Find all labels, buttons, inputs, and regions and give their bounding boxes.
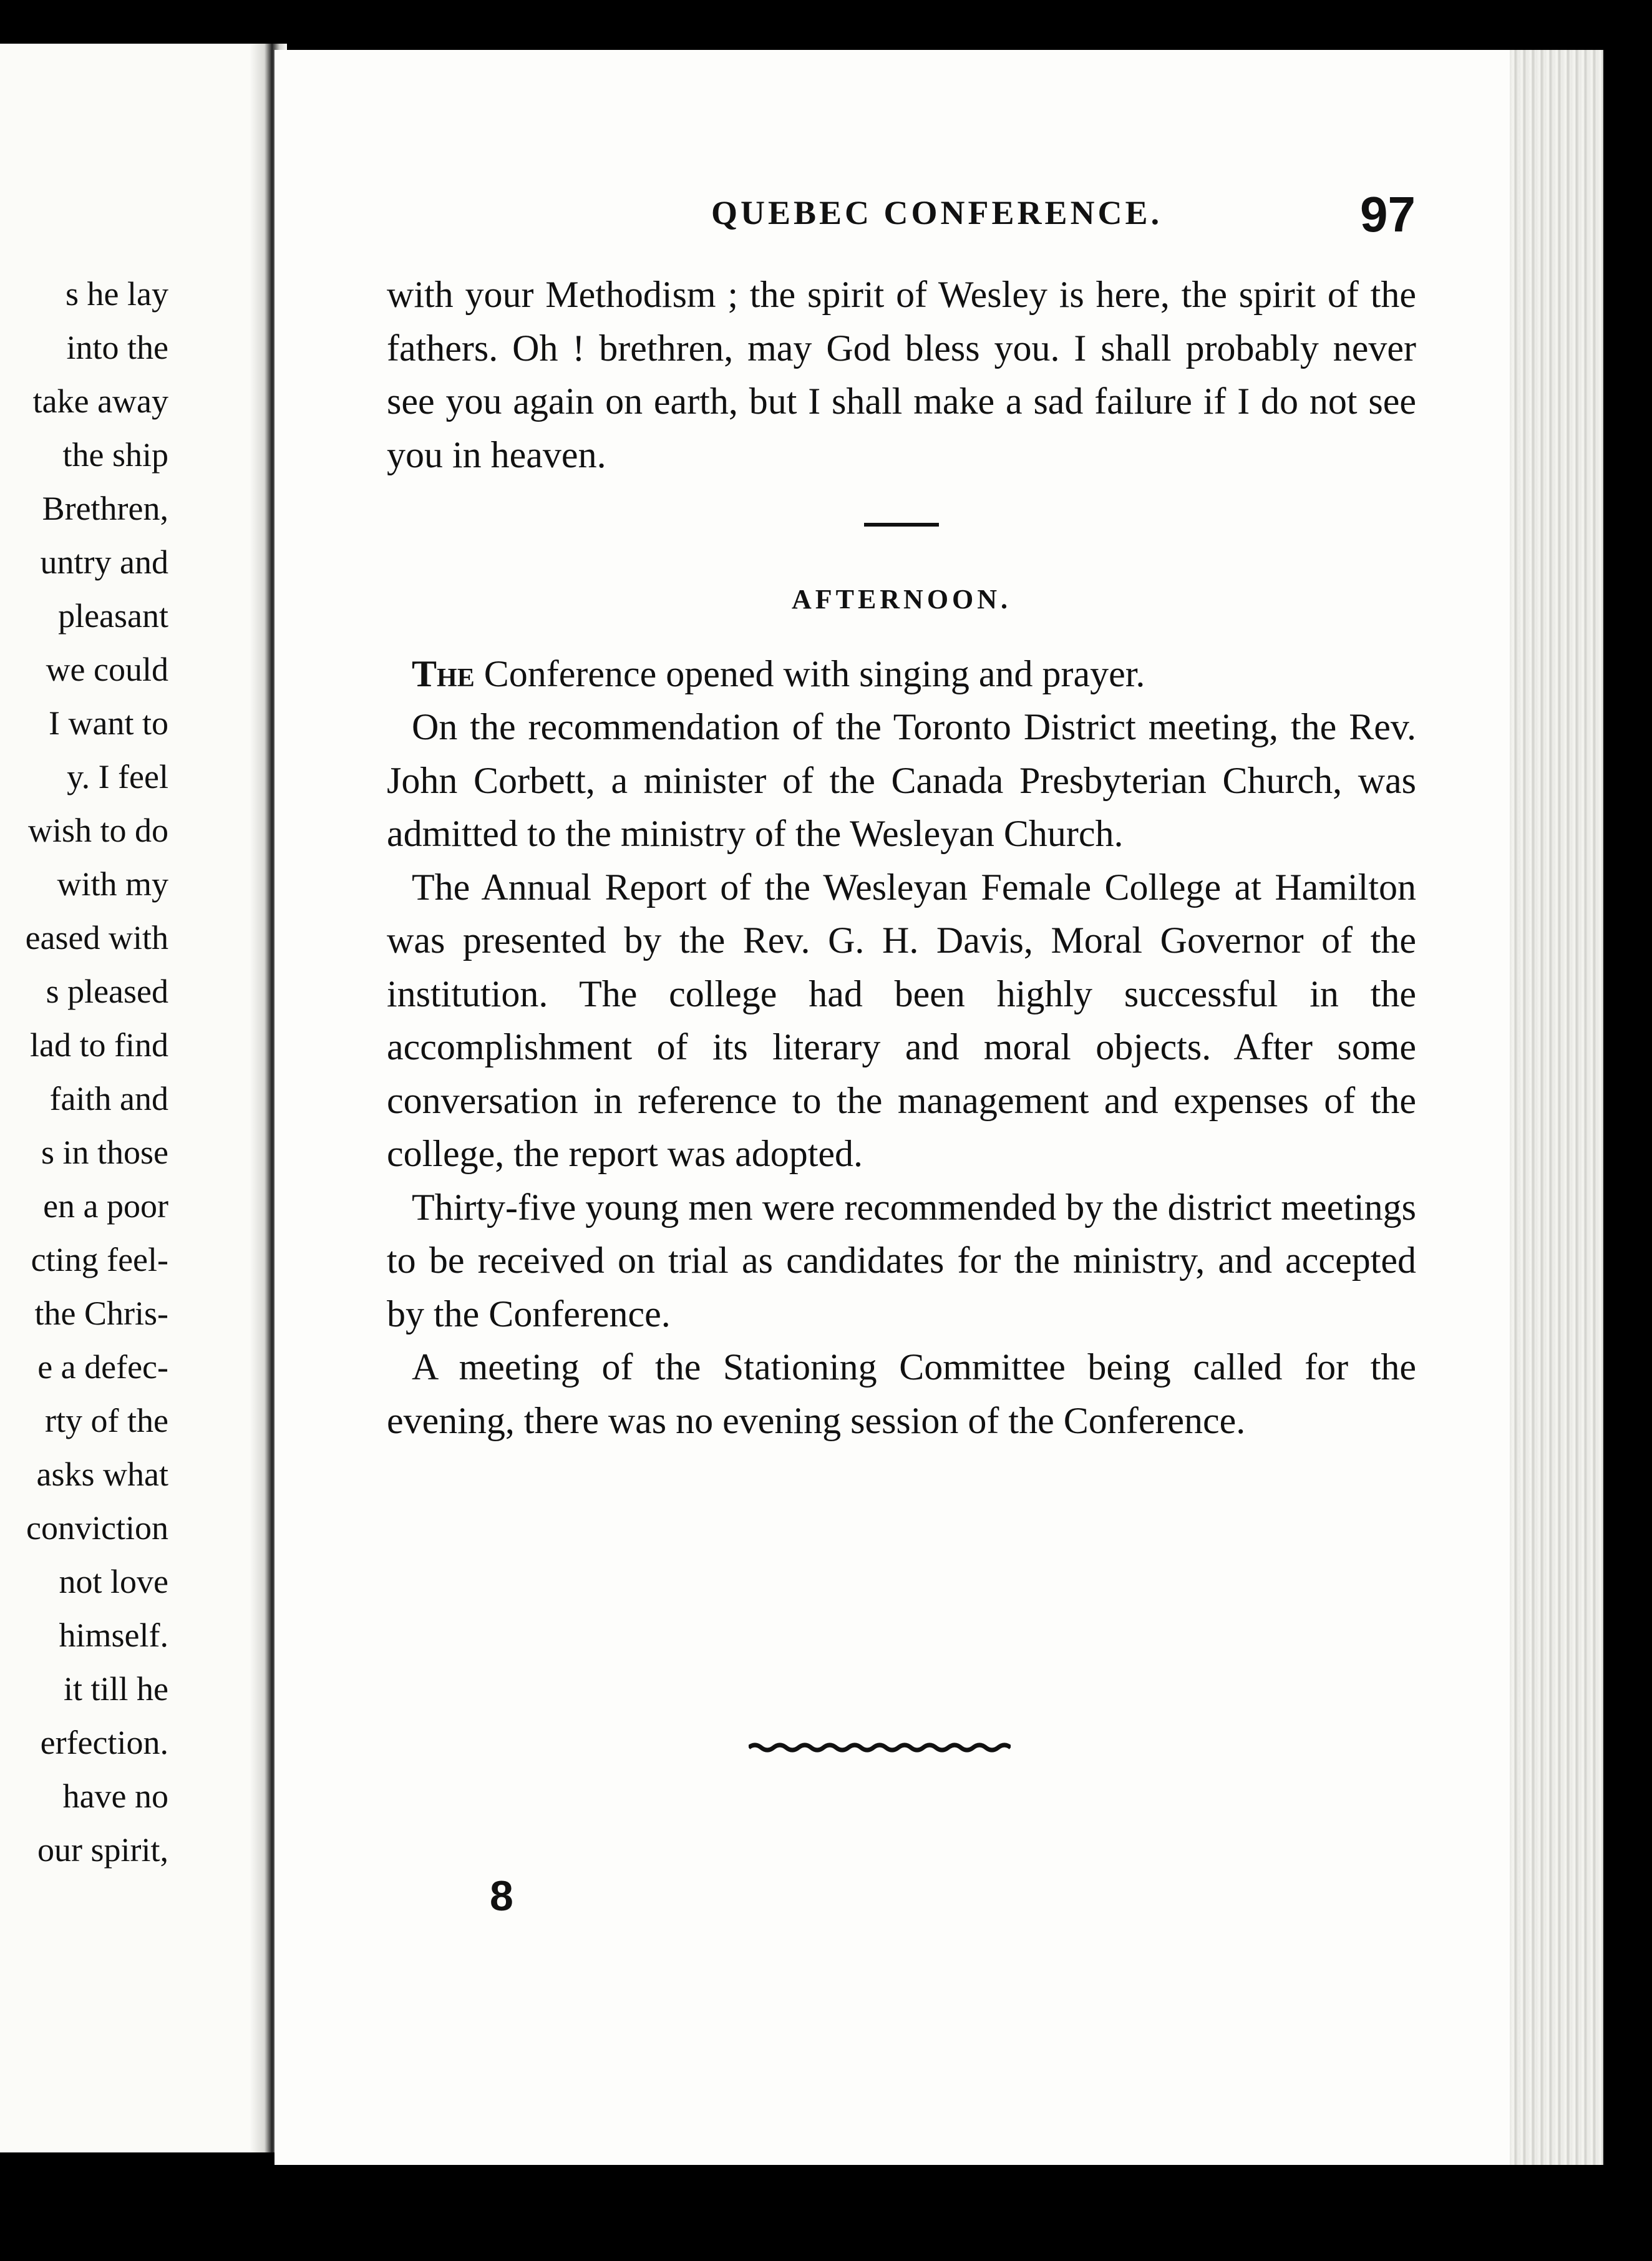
body-text [387,268,1416,1447]
paragraph-1-first-word: The [412,653,475,694]
left-page-line: it till he [64,1670,168,1708]
end-ornament [749,1741,1011,1754]
left-page-line: y. I feel [67,758,168,795]
left-page-line: I want to [49,704,168,742]
section-heading: AFTERNOON. [791,584,1012,615]
left-page-line: en a poor [43,1187,168,1225]
left-page-line: not love [59,1563,168,1600]
left-page-line: the Chris- [34,1295,168,1332]
left-page-line: lad to find [30,1026,168,1064]
left-page-line: s pleased [46,973,168,1010]
left-page [0,44,275,2152]
left-page-line: rty of the [45,1402,168,1439]
left-page-line: eased with [25,919,168,956]
paragraph-1 [387,648,1416,701]
left-page-line: erfection. [40,1724,168,1761]
left-page-line: conviction [26,1509,168,1547]
left-page-line: e a defec- [37,1348,168,1386]
left-page-line: untry and [40,543,168,581]
left-page-line: s in those [41,1134,168,1171]
left-page-line: take away [32,382,168,420]
right-page [275,50,1603,2165]
paragraph-2: On the recommendation of the Toronto District meeting, the Rev. John Corbett, a minister of the Canada Presbyterian Church, was admitted to the ministry of the Wesleyan Church. [387,706,1416,854]
paragraph-4: Thirty-five young men were recommended by the district meetings to be received on trial as candidates for the ministry, and accepted by the Conference. [387,1186,1416,1335]
left-page-line: faith and [49,1080,168,1117]
left-page-line: s he lay [66,275,168,313]
paragraph-1-text: Conference opened with singing and prayer. [474,653,1145,694]
paragraph-3: The Annual Report of the Wesleyan Female College at Hamilton was presented by the Rev. G. H. Davis, Moral Governor of the institution. The college had been highly successful in the accomplishment of its literary and moral objects. After some conversation in reference to the management and expenses of the college, the report was adopted. [387,866,1416,1174]
left-page-line: pleasant [58,597,168,635]
left-page-line: asks what [36,1456,168,1493]
section-divider [864,523,939,527]
left-page-line: cting feel- [31,1241,168,1278]
page-edge [1510,50,1603,2165]
opening-paragraph: with your Methodism ; the spirit of Wesley is here, the spirit of the fathers. Oh ! brethren, may God bless you. I shall probably never see you again on earth, but I shall make a sad failure if I do not see you in heaven. [387,274,1416,475]
left-page-line: have no [62,1777,168,1815]
paragraph-5: A meeting of the Stationing Committee being called for the evening, there was no evening session of the Conference. [387,1346,1416,1441]
left-page-line: himself. [59,1617,168,1654]
left-page-line: with my [57,865,168,903]
left-page-line: into the [66,329,168,366]
left-page-text [0,267,168,1877]
left-page-line: the ship [62,436,168,474]
left-page-line: our spirit, [37,1831,168,1869]
running-head: QUEBEC CONFERENCE. [711,194,1163,231]
left-page-line: we could [46,651,168,688]
left-page-line: wish to do [27,812,168,849]
left-page-line: Brethren, [42,490,168,527]
page-number: 97 [1360,187,1416,242]
signature-mark: 8 [490,1872,513,1920]
